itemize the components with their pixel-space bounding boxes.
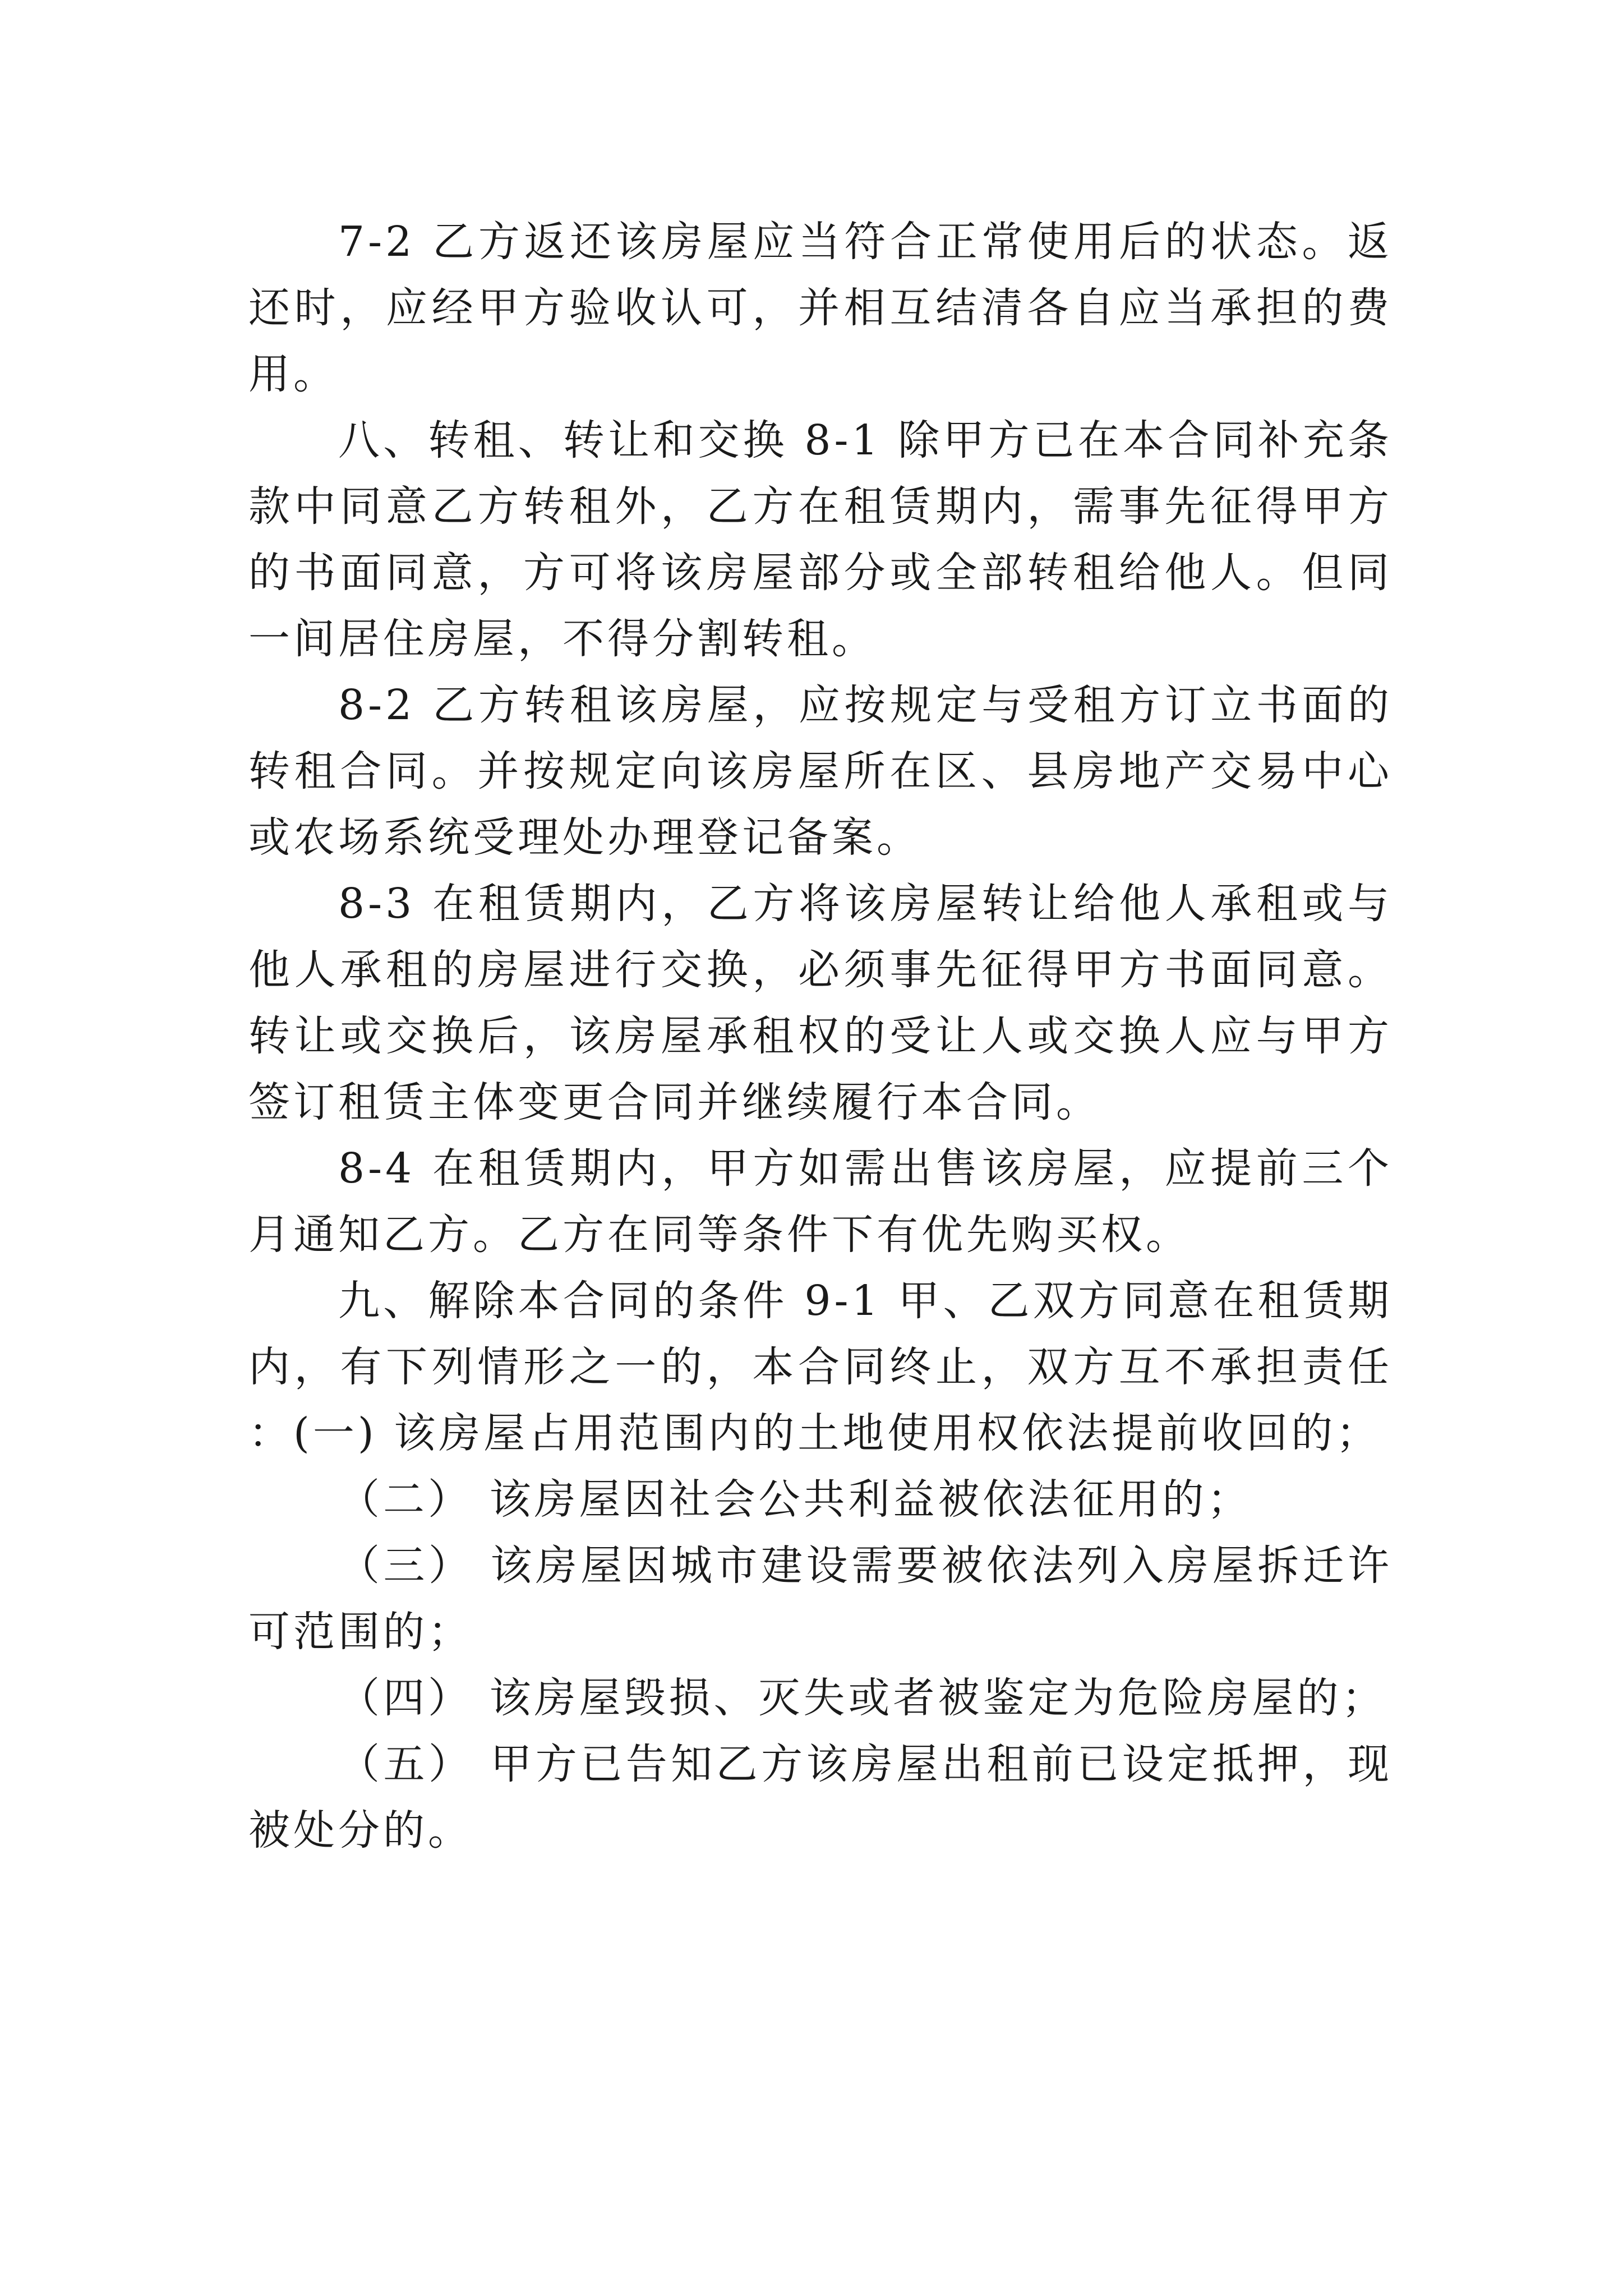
paragraph-item-3: （三） 该房屋因城市建设需要被依法列入房屋拆迁许可范围的； xyxy=(248,1542,1393,1656)
paragraph-8-2: 8-2 乙方转租该房屋，应按规定与受租方订立书面的转租合同。并按规定向该房屋所在区、县房地产交易中心或农场系统受理处办理登记备案。 xyxy=(248,681,1393,862)
paragraph-7-2: 7-2 乙方返还该房屋应当符合正常使用后的状态。返还时，应经甲方验收认可，并相互结清各自应当承担的费用。 xyxy=(248,218,1393,398)
paragraph-9-1: 九、解除本合同的条件 9-1 甲、乙双方同意在租赁期内，有下列情形之一的，本合同终止，双方互不承担责任：(一) 该房屋占用范围内的土地使用权依法提前收回的； xyxy=(248,1277,1393,1457)
paragraph-item-5: （五） 甲方已告知乙方该房屋出租前已设定抵押，现被处分的。 xyxy=(248,1740,1393,1855)
paragraph-8-3: 8-3 在租赁期内，乙方将该房屋转让给他人承租或与他人承租的房屋进行交换，必须事先征得甲方书面同意。转让或交换后，该房屋承租权的受让人或交换人应与甲方签订租赁主体变更合同并继续履行本合同。 xyxy=(248,880,1393,1126)
paragraph-item-2: （二） 该房屋因社会公共利益被依法征用的； xyxy=(338,1475,1252,1524)
contract-text xyxy=(248,209,1393,1864)
paragraph-8-4: 8-4 在租赁期内，甲方如需出售该房屋，应提前三个月通知乙方。乙方在同等条件下有优先购买权。 xyxy=(248,1144,1393,1259)
paragraph-8-1: 八、转租、转让和交换 8-1 除甲方已在本合同补充条款中同意乙方转租外，乙方在租赁期内，需事先征得甲方的书面同意，方可将该房屋部分或全部转租给他人。但同一间居住房屋，不得分割转租。 xyxy=(248,416,1393,663)
paragraph-item-4: （四） 该房屋毁损、灭失或者被鉴定为危险房屋的； xyxy=(338,1674,1387,1722)
